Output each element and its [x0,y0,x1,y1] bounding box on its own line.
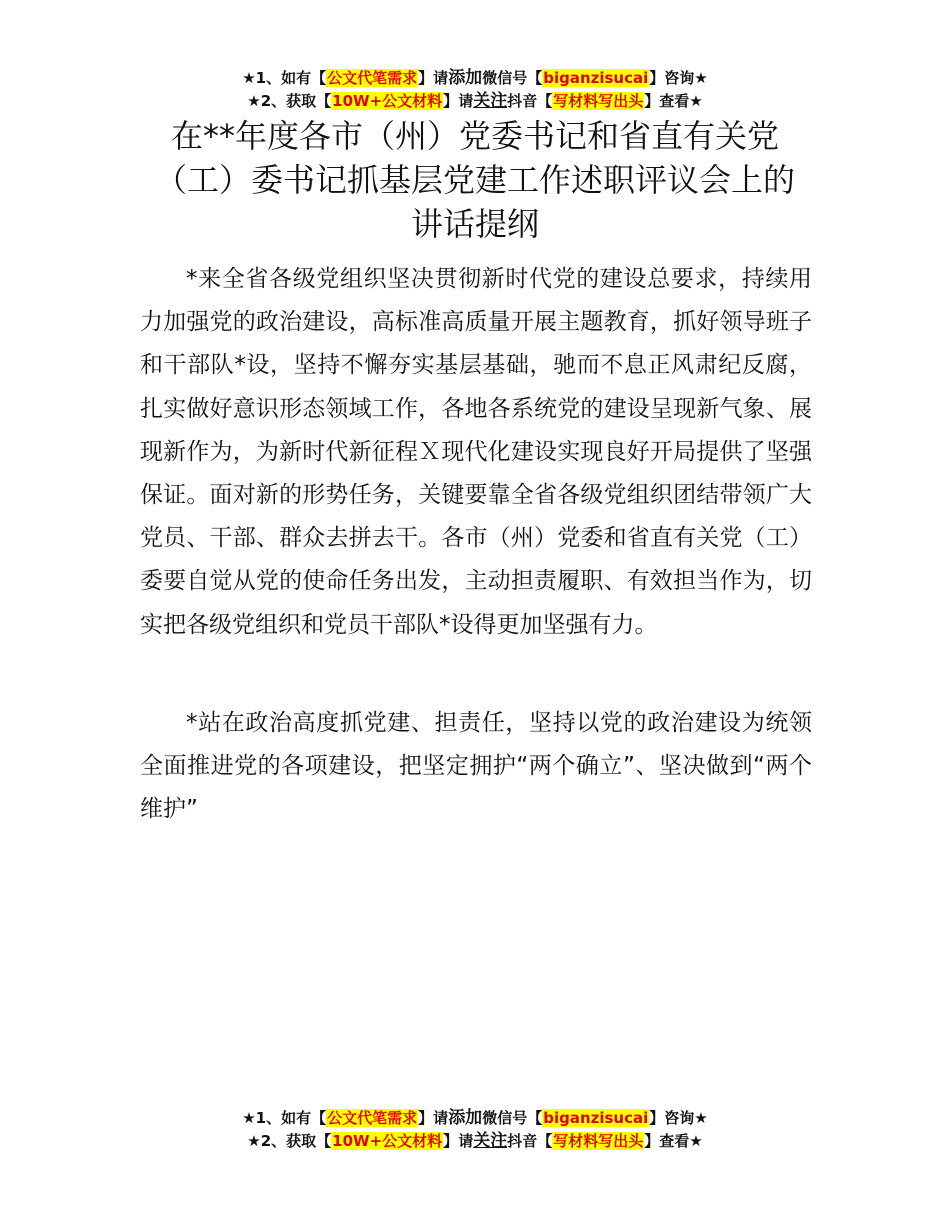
highlight-wechat-id: biganzisucai [543,1109,649,1127]
bracket: 【 [527,1109,543,1127]
bracket: 】 [644,1132,660,1150]
promo-text: 抖音 [507,92,538,110]
promo-text: 请 [433,69,449,87]
highlight-douyin-account: 写材料写出头 [553,92,644,110]
bracket: 【 [537,1132,553,1150]
bracket: 】 [418,1109,434,1127]
promo-text: 咨询★ [664,1109,708,1127]
promo-text: ★2、获取 [247,1132,317,1150]
bracket: 【 [311,69,327,87]
promo-text: 请 [458,92,474,110]
header-promo-line-1 [0,67,950,90]
promo-text: ★2、获取 [247,92,317,110]
highlight-douyin-account: 写材料写出头 [553,1132,644,1150]
bracket: 】 [443,1132,459,1150]
footer-promo [0,1107,950,1153]
promo-text: 微信号 [482,69,528,87]
body-paragraph-1: *来全省各级党组织坚决贯彻新时代党的建设总要求，持续用力加强党的政治建设，高标准高质量开展主题教育，抓好领导班子和干部队*设，坚持不懈夯实基层基础，驰而不息正风肃纪反腐，扎实做好意识形态领域工作，各地各系统党的建设呈现新气象、展现新作为，为新时代新征程Ｘ现代化建设实现良好开局提供了坚强保证。面对新的形势任务，关键要靠全省各级党组织团结带领广大党员、干部、群众去拼去干。各市（州）党委和省直有关党（工）委要自觉从党的使命任务出发，主动担责履职、有效担当作为，切实把各级党组织和党员干部队*设得更加坚强有力。 [140,266,812,638]
bracket: 【 [316,92,332,110]
footer-promo-line-2 [0,1130,950,1153]
footer-promo-line-1 [0,1107,950,1130]
bracket: 】 [649,1109,665,1127]
promo-text: 请 [433,1109,449,1127]
title-line-1: 在**年度各市（州）党委书记和省直有关党 [170,117,779,155]
promo-text-emphasis: 添加 [448,1108,483,1128]
promo-text: 微信号 [482,1109,528,1127]
bracket: 】 [649,69,665,87]
document-title [0,114,950,246]
bracket: 【 [311,1109,327,1127]
bracket: 】 [418,69,434,87]
highlight-ghostwriting: 公文代笔需求 [327,1109,418,1127]
highlight-materials: 10W+公文材料 [332,1132,443,1150]
header-promo-line-2 [0,90,950,113]
promo-text: 查看★ [659,92,703,110]
promo-text-emphasis: 关注 [473,91,508,111]
promo-text: 咨询★ [664,69,708,87]
title-line-2: （工）委书记抓基层党建工作述职评议会上的 [154,161,795,199]
promo-text: 请 [458,1132,474,1150]
promo-text: ★1、如有 [242,69,312,87]
header-promo [0,67,950,113]
bracket: 【 [527,69,543,87]
promo-text-emphasis: 添加 [448,68,483,88]
bracket: 】 [644,92,660,110]
promo-text: ★1、如有 [242,1109,312,1127]
promo-text: 查看★ [659,1132,703,1150]
highlight-wechat-id: biganzisucai [543,69,649,87]
bracket: 【 [316,1132,332,1150]
highlight-materials: 10W+公文材料 [332,92,443,110]
bracket: 【 [537,92,553,110]
title-line-3: 讲话提纲 [410,205,539,243]
bracket: 】 [443,92,459,110]
highlight-ghostwriting: 公文代笔需求 [327,69,418,87]
body-paragraph-2: *站在政治高度抓党建、担责任，坚持以党的政治建设为统领全面推进党的各项建设，把坚定拥护“两个确立”、坚决做到“两个维护” [140,710,812,823]
promo-text-emphasis: 关注 [473,1131,508,1151]
promo-text: 抖音 [507,1132,538,1150]
